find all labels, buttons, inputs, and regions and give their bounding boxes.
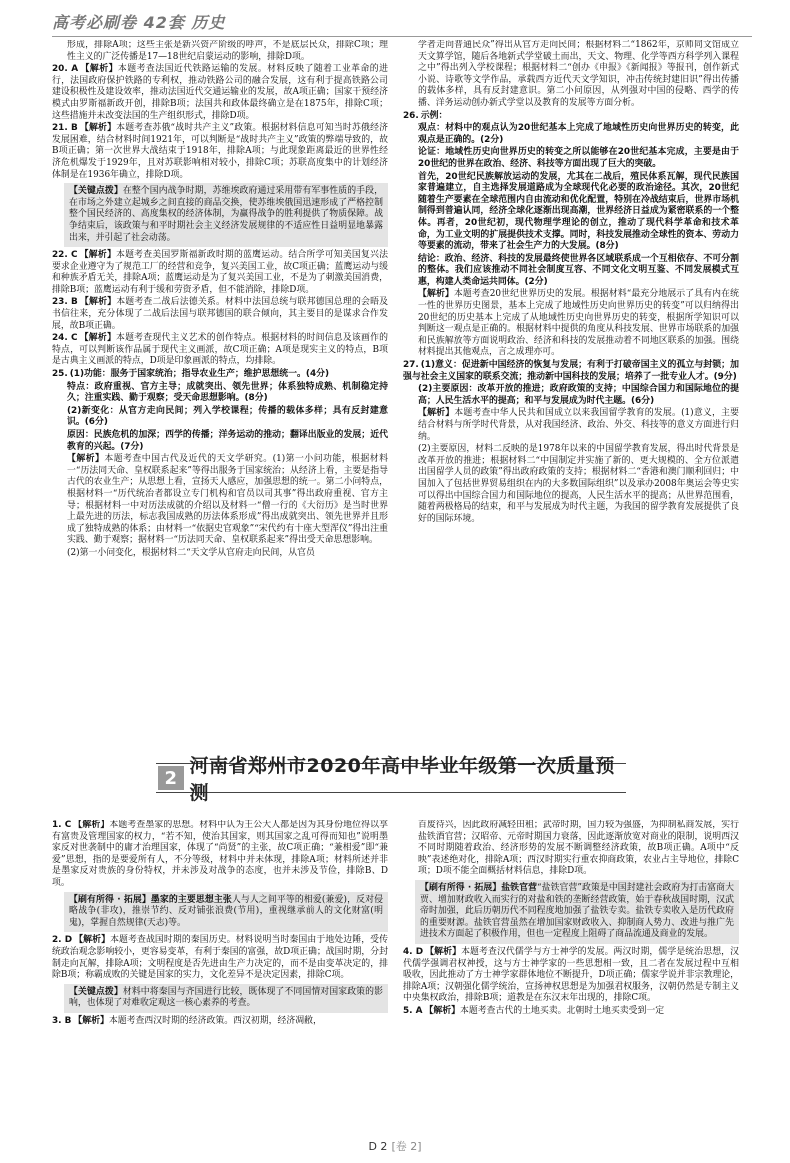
- analysis-tag: 【解析】: [425, 946, 462, 957]
- answer-text: (1)意义：促进新中国经济的恢复与发展；有利于打破帝国主义的孤立与封锁；加强与社会主义国家的联系交流；推动新中国科技的发展；培养了一批专业人才。(9分): [403, 360, 739, 382]
- header-divider: [52, 36, 752, 37]
- answer-item: [52, 820, 388, 890]
- answer-text: 观点：材料中的观点认为20世纪基本上完成了地域性历史向世界历史的转变，此观点是正确的。(2分): [418, 123, 739, 145]
- answer-item: [52, 935, 388, 981]
- note-box-text: 人与人之间平等的相爱(兼爱)，反对侵略战争(非攻)，推崇节约、反对铺张浪费(节用)，重视继承前人的文化财富(明鬼)，掌握自然规律(天志)等。: [69, 894, 383, 928]
- analysis-text: 本题考查法国近代铁路运输的发展。材料反映了随着工业革命的进行，法国政府保护铁路的专利权，推动铁路公司的融合发展，这有利于提高铁路公司建设积极性及建设效率，推动法国近代交通运输业的发展，故A项正确；国家干预经济模式由罗斯福新政开创，排除B项；法国共和政体最终确立是在1875年，排除C项；这些措施并未改变法国的生产组织形式，排除D项。: [52, 64, 388, 121]
- analysis-paragraph: [403, 444, 739, 525]
- analysis-paragraph: [403, 289, 739, 359]
- answer-item: [52, 297, 388, 332]
- analysis-text: (2)主要原因，材料二反映的是1978年以来的中国留学教育发展，得出时代背景是改革开放的推进；根据材料二“中国制定并实施了新的、更大规模的、全方位派遣出国留学人员的政策”得出政府政策的支持；根据材料二“香港和澳门顺利回归；中国加入了包括世界贸易组织在内的大多数国际组织”以及承办2008年奥运会等史实可以得出中国综合国力和国际地位的提高，人民生活水平的提高；从世界范围看，随着两极格局的结束，和平与发展成为时代主题，为我国的留学教育发展提供了良好的国际环境。: [418, 444, 739, 524]
- answer-key: [52, 406, 388, 429]
- answer-key: [403, 111, 739, 123]
- answer-text: 示例：: [420, 110, 448, 121]
- answer-item: [403, 1006, 739, 1018]
- answer-key: [52, 369, 388, 381]
- analysis-text: 本题考查古代的土地买卖。北朝时土地买卖受到一定: [460, 1005, 665, 1016]
- section-number: 2: [158, 766, 184, 790]
- analysis-tag: 【解析】: [73, 1015, 109, 1026]
- right-column-bottom: [403, 820, 739, 1136]
- analysis-paragraph: [52, 548, 388, 560]
- answer-key: [52, 382, 388, 405]
- question-number: 21. B: [52, 123, 78, 134]
- analysis-tag: 【解析】: [79, 123, 117, 134]
- analysis-text: 本题考查现代主义艺术的创作特点。根据材料的时间信息及该画作的特点，可以判断该作品属于现代主义画派，故C项正确；A项是现实主义的特点，B项是古典主义画派的特点，D项是印象画派的特点，均排除。: [52, 333, 388, 367]
- analysis-text: 本题考查汉代儒学与方士神学的发展。两汉时期，儒学是统治思想，汉代儒学强调君权神授，这与方士神学家的一些思想相一致，且二者在发展过程中互相吸收，因此推动了方士神学家群体地位不断提升，D项正确；儒家学说并非宗教理论，排除A项；汉朝强化儒学统治，宣扬神权思想是为加强君权服务，汉朝仍然是专制主义中央集权政治，排除B项；道教是在东汉末年出现的，排除C项。: [403, 946, 739, 1004]
- answer-text: 结论：政治、经济、科技的发展最终使世界各区域联系成一个互相依存、不可分割的整体。我们应该推动不同社会制度互容、不同文化文明互鉴、不同发展模式互惠，构建人类命运共同体。(2分): [418, 253, 739, 287]
- answer-text: 论证：地域性历史向世界历史的转变之所以能够在20世纪基本完成，主要是由于20世纪的世界在政治、经济、科技等方面出现了巨大的突破。: [418, 147, 739, 169]
- note-box: [64, 984, 388, 1013]
- analysis-paragraph: [52, 454, 388, 547]
- answer-key: [403, 147, 739, 170]
- answer-key: [403, 123, 739, 146]
- answer-text: 特点：政府重视、官方主导；成就突出、领先世界；体系独特成熟、机制稳定持久；注重实践、勤于观察；受天命思想影响。(8分): [67, 381, 388, 404]
- answer-key: [403, 360, 739, 383]
- question-number: 4. D: [403, 946, 424, 957]
- answer-key: [403, 254, 739, 289]
- question-number: 5. A: [403, 1005, 423, 1016]
- section-title: 河南省郑州市2020年高中毕业年级第一次质量预测: [189, 755, 615, 804]
- question-number: 20. A: [52, 64, 79, 75]
- analysis-tag: 【解析】: [418, 408, 455, 419]
- question-number: 23. B: [52, 297, 78, 308]
- note-box-title: 【刷有所得 · 拓展】墨家的主要思想主张: [69, 894, 232, 905]
- answer-text: (2)新变化：从官方走向民间；列入学校课程；传播的载体多样；具有反封建意识。(6分): [67, 405, 388, 428]
- analysis-text: 本题考查美国罗斯福新政时期的蓝鹰运动。结合所学可知美国复兴法要求企业遵守为了规范工厂的经营和竞争，复兴美国工业，故C项正确；蓝鹰运动与缓和种族矛盾无关，排除A项；蓝鹰运动是为了复兴美国工业，不是为了刺激美国消费，排除B项；蓝鹰运动有利于缓和劳资矛盾，但不能消除，排除D项。: [52, 250, 388, 295]
- left-column-top: [52, 40, 388, 676]
- answer-key: [403, 172, 739, 253]
- paragraph-text: 学者走向普通民众”得出从官方走向民间；根据材料二“1862年，京师同文馆成立天文算学馆，随后各地新式学堂破土而出，天文、物理、化学等西方科学列入课程之中”得出列入学校课程；根据材料二“创办《申报》《新闻报》等报刊，创作新式小说、诗歌等文学作品，承载西方近代天文学知识，冲击传统封建旧识”得出传播的载体多样，具有反封建意识。第二小问原因，从列强对中国的侵略、西学的传播、洋务运动创办新式学堂以及教育的发展等方面分析。: [418, 40, 739, 108]
- analysis-text: 本题考查苏俄“战时共产主义”政策。根据材料信息可知当时苏俄经济发展困难，结合材料时间1921年，可以判断是“战时共产主义”政策的弊端导致的，故B项正确；第一次世界大战结束于1918年，排除A项；与此现象距离最近的世界性经济危机爆发于1929年，且对苏联影响相对较小，排除C项；苏联高度集中的计划经济体制是在1936年确立，排除D项。: [52, 123, 388, 180]
- answer-text: 原因：民族危机的加深；西学的传播；洋务运动的推动；翻译出版业的发展；近代教育的兴起。(7分): [67, 430, 388, 452]
- paragraph-text: 百废待兴，因此政府减轻田租；武帝时期，国力较为强盛，为抑制私商发展，实行盐铁酒官营；汉昭帝、元帝时期国力衰落，因此逐渐放宽对商业的限制，说明西汉不同时期随着政治、经济形势的发展不断调整经济政策，故B项正确。A项中“反映”表述绝对化，排除A项；西汉时期实行重农抑商政策，农业占主导地位，排除C项；D项不能全面概括材料信息，排除D项。: [418, 820, 739, 877]
- analysis-text: 本题考查中国古代及近代的天文学研究。(1)第一小问功能，根据材料一“历法同天命、皇权联系起来”等得出服务于国家统治；从经济上看，主要是指导古代的农业生产；从思想上看，宣扬天人感应，加强思想的统一。第二小问特点，根据材料一“历代统治者都设立专门机构和官员以司其事”得出政府重视、官方主导；根据材料一中对历法成就的介绍以及材料一“僧一行的《大衍历》是当时世界上最先进的历法，标志我国成熟的历法体系形成”得出成就突出、领先世界并且形成了独特成熟的体系；由材料一“依据史官观象”“宋代约有十座大型浑仪”得出注重实践、勤于观察；据材料一“历法同天命、皇权联系起来”得出受天命思想影响。: [67, 454, 388, 546]
- question-number: 26.: [403, 110, 419, 121]
- analysis-text: 本题考查墨家的思想。材料中认为王公大人都是因为其身份地位得以享有富贵及管理国家的权力，“若不知，使治其国家，则其国家之乱可得而知也”说明墨家反对世袭制中的庸才治理国家，体现了“尚贤”的主张，故C项正确；“兼相爱”即“兼爱”思想，指的是要爱所有人，不分等级，材料中并未体现，排除A项；材料所述并非是墨家反对贵族的身份特权，并未涉及对战争的态度，也并未涉及节俭，排除B、D项。: [52, 820, 388, 888]
- analysis-tag: 【解析】: [73, 820, 110, 830]
- note-box-text: 材料中将秦国与齐国进行比较，既体现了不同国情对国家政策的影响，也体现了对难收定观这一核心素养的考查。: [69, 986, 384, 1009]
- answer-item: [52, 123, 388, 181]
- answer-key: [52, 430, 388, 453]
- analysis-tag: 【解析】: [418, 289, 454, 300]
- note-box: [64, 892, 388, 933]
- analysis-tag: 【解析】: [67, 454, 105, 465]
- note-box-title: 【关键点拨】: [69, 186, 123, 197]
- answer-text: (1)功能：服务于国家统治；指导农业生产；维护思想统一。(4分): [69, 369, 330, 380]
- analysis-text: 本题考查西汉时期的经济政策。西汉初期，经济凋敝，: [108, 1015, 322, 1026]
- analysis-tag: 【解析】: [424, 1005, 461, 1016]
- analysis-tag: 【解析】: [79, 250, 117, 261]
- note-box-text: 在整个国内战争时期，苏维埃政府通过采用带有军事性质的手段，在市场之外建立起城乡之间直接的商品交换，使苏维埃俄国迅速形成了严格控制整个国民经济的、高度集权的经济体制，为赢得战争的胜利提供了物质保障。战争结束后，该政策与和平时期社会主义经济发展规律的不适应性日益明显地暴露出来，并引起了社会动荡。: [69, 186, 384, 243]
- answer-text: (2)主要原因：改革开放的推进；政府政策的支持；中国综合国力和国际地位的提高；人民生活水平的提高；和平与发展成为时代主题。(6分): [418, 384, 739, 406]
- question-number: 3. B: [52, 1015, 72, 1026]
- page-footer: [0, 1138, 790, 1154]
- analysis-tag: 【解析】: [79, 333, 117, 344]
- question-number: 25.: [52, 369, 68, 380]
- question-number: 2. D: [52, 935, 73, 946]
- answer-item: [52, 1016, 388, 1028]
- analysis-text: 本题考查二战后法德关系。材料中法国总统与联邦德国总理的会晤及书信往来，充分体现了二战后法国与联邦德国的联合倾向，其主要目的是谋求合作发展，故B项正确。: [52, 297, 388, 331]
- question-number: 1. C: [52, 820, 72, 830]
- note-box-title: 【刷有所得 · 拓展】盐铁官营: [420, 882, 538, 893]
- answer-item: [52, 333, 388, 368]
- analysis-tag: 【解析】: [80, 64, 118, 75]
- note-box: [415, 880, 739, 944]
- continued-text: [52, 40, 388, 63]
- analysis-text: 本题考查战国时期的秦国历史。材料说明当时秦国由于地处边陲，受传统政治观念影响较小，更容易变革，有利于秦国的富强，故D项正确；战国时期，分封制走向瓦解，排除A项；文明程度是否先进由生产力决定的，而不是由变革决定的，排除B项；称霸成败的关键是国家的实力，文化差异不是决定因素，排除C项。: [52, 935, 388, 981]
- note-box-text: “盐铁官营”政策是中国封建社会政府为打击富商大贾、增加财政收入而实行的对盐和铁的垄断经营政策，始于春秋战国时期，汉武帝时加强，此后历朝历代不同程度地加强了盐铁专卖。盐铁专卖收入是历代政府的重要财源。盐铁官营虽然在增加国家财政收入、抑制商人势力、改进与推广先进技术方面起了积极作用，但也一定程度上阻碍了商品流通及商业的发展。: [420, 882, 734, 940]
- continued-text: [403, 40, 739, 110]
- right-column-top: [403, 40, 739, 676]
- page-header: [52, 6, 752, 38]
- analysis-paragraph: [403, 408, 739, 443]
- answer-key: [403, 384, 739, 407]
- answer-item: [403, 947, 739, 1005]
- section-heading: [156, 755, 626, 804]
- answer-item: [52, 250, 388, 296]
- note-box: [64, 183, 388, 247]
- continued-text: [403, 820, 739, 878]
- note-box-title: 【关键点拨】: [69, 986, 123, 997]
- left-column-bottom: [52, 820, 388, 1136]
- book-title: 高考必刷卷 42套 历史: [52, 13, 226, 32]
- answer-text: 首先，20世纪民族解放运动的发展，尤其在二战后，殖民体系瓦解，现代民族国家普遍建立，自主选择发展道路成为全球现代化必要的政治途径。其次，20世纪随着生产要素在全球范围内自由流动和优化配置，特别在冷战结束后，世界市场机制得到普遍认同，经济全球化逐渐出现高潮，世界经济日益成为紧密联系的一个整体。再者，20世纪初，现代物理学理论的创立，推动了现代科学革命和技术革命，为工业文明的扩展提供技术支撑。同时，科技发展推动全球性的资本、劳动力等要素的流动，带来了社会生产力的大发展。(8分): [418, 171, 739, 252]
- question-number: 24. C: [52, 333, 78, 344]
- question-number: 27.: [403, 360, 419, 371]
- analysis-text: 本题考查中华人民共和国成立以来我国留学教育的发展。(1)意义，主要结合材料与所学时代背景，从对我国经济、政治、外交、科技等的意义方面进行归纳。: [418, 408, 739, 442]
- answer-item: [52, 64, 388, 122]
- analysis-tag: 【解析】: [79, 297, 117, 308]
- page-number: D 2: [368, 1140, 388, 1153]
- analysis-text: 本题考查20世纪世界历史的发展。根据材料“最充分地展示了具有内在统一性的世界历史图景，基本上完成了地域性历史向世界历史的转变”可以归纳得出20世纪的历史基本上完成了从地域性历史向世界历史的转变，根据所学知识可以判断这一观点是正确的。根据材料中提供的角度从科技发展、世界市场联系的加强和民族解放等方面说明政治、经济和科技的发展推动着不同地区联系的加强。围绕材料提出其他观点，言之成理亦可。: [418, 289, 739, 358]
- question-number: 22. C: [52, 250, 78, 261]
- analysis-text: (2)第一小问变化，根据材料二“天文学从官府走向民间，从官员: [67, 547, 315, 558]
- page-sub-label: [卷 2]: [391, 1140, 422, 1153]
- paragraph-text: 形成，排除A项；这些主张是新兴资产阶级的呼声，不是底层民众，排除C项；理性主义的广泛传播是17—18世纪启蒙运动的影响，排除D项。: [67, 40, 388, 62]
- analysis-tag: 【解析】: [74, 935, 111, 946]
